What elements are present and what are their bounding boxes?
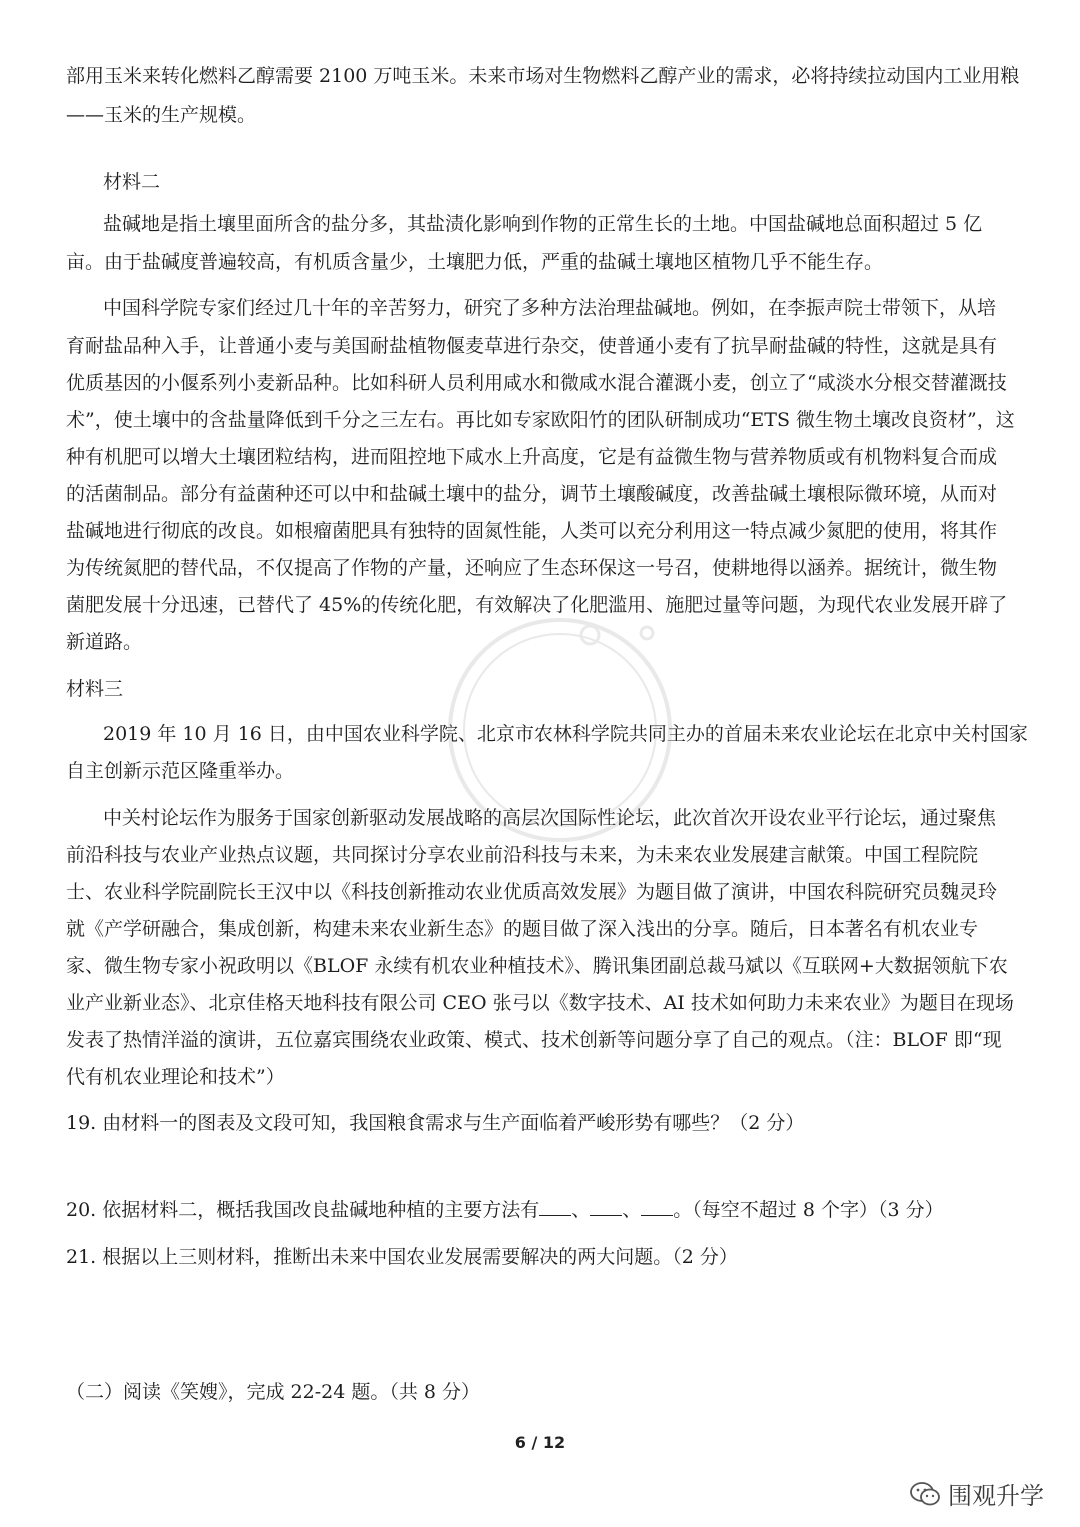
text-line: 2019 年 10 月 16 日，由中国农业科学院、北京市农林科学院共同主办的首届未来农业论坛在北京中关村国家 <box>103 723 1028 745</box>
text-line: 优质基因的小偃系列小麦新品种。比如科研人员利用咸水和微咸水混合灌溉小麦，创立了“咸淡水分根交替灌溉技 <box>66 372 1007 394</box>
text-line: 中国科学院专家们经过几十年的辛苦努力，研究了多种方法治理盐碱地。例如，在李振声院士带领下，从培 <box>103 297 997 319</box>
watermark-dot <box>581 626 599 644</box>
text-line: 家、微生物专家小祝政明以《BLOF 永续有机农业种植技术》、腾讯集团副总裁马斌以《互联网+大数据领航下农 <box>66 955 1008 977</box>
separator: 、 <box>622 1199 642 1221</box>
text-line: 盐碱地进行彻底的改良。如根瘤菌肥具有独特的固氮性能，人类可以充分利用这一特点减少氮肥的使用，将其作 <box>66 520 998 542</box>
answer-blank-1[interactable] <box>539 1199 571 1216</box>
text-line: 盐碱地是指土壤里面所含的盐分多，其盐渍化影响到作物的正常生长的土地。中国盐碱地总面积超过 5 亿 <box>103 213 983 235</box>
wechat-icon <box>910 1481 940 1507</box>
text-line: 就《产学研融合，集成创新，构建未来农业新生态》的题目做了深入浅出的分享。随后，日本著名有机农业专 <box>66 918 979 940</box>
text-line: 菌肥发展十分迅速，已替代了 45%的传统化肥，有效解决了化肥滥用、施肥过量等问题，为现代农业发展开辟了 <box>66 594 1008 616</box>
text-line: 发表了热情洋溢的演讲，五位嘉宾围绕农业政策、模式、技术创新等问题分享了自己的观点。（注：BLOF 即“现 <box>66 1029 1002 1051</box>
text-line: 士、农业科学院副院长王汉中以《科技创新推动农业优质高效发展》为题目做了演讲，中国农科院研究员魏灵玲 <box>66 881 998 903</box>
text-line: 中关村论坛作为服务于国家创新驱动发展战略的高层次国际性论坛，此次首次开设农业平行论坛，通过聚焦 <box>103 807 997 829</box>
text-line: 术”，使土壤中的含盐量降低到千分之三左右。再比如专家欧阳竹的团队研制成功“ETS 微生物土壤改良资材”，这 <box>66 409 1015 431</box>
text-line: ——玉米的生产规模。 <box>66 104 257 126</box>
page-number: 6 / 12 <box>514 1433 566 1452</box>
question-21: 21. 根据以上三则材料，推断出未来中国农业发展需要解决的两大问题。（2 分） <box>66 1246 738 1268</box>
text-line: 部用玉米来转化燃料乙醇需要 2100 万吨玉米。未来市场对生物燃料乙醇产业的需求，必将持续拉动国内工业用粮 <box>66 65 1020 87</box>
question-19: 19. 由材料一的图表及文段可知，我国粮食需求与生产面临着严峻形势有哪些？（2 分） <box>66 1112 805 1134</box>
text-line: 自主创新示范区隆重举办。 <box>66 760 295 782</box>
text-line: 育耐盐品种入手，让普通小麦与美国耐盐植物偃麦草进行杂交，使普通小麦有了抗旱耐盐碱的特性，这就是具有 <box>66 335 998 357</box>
question-20-suffix: 。（每空不超过 8 个字）（3 分） <box>673 1199 944 1221</box>
answer-blank-3[interactable] <box>641 1199 673 1216</box>
text-line: 的活菌制品。部分有益菌种还可以中和盐碱土壤中的盐分，调节土壤酸碱度，改善盐碱土壤根际微环境，从而对 <box>66 483 998 505</box>
separator: 、 <box>571 1199 591 1221</box>
section-title-reading-two: （二）阅读《笑嫂》，完成 22-24 题。（共 8 分） <box>66 1381 481 1403</box>
text-line: 新道路。 <box>66 631 143 653</box>
text-line: 种有机肥可以增大土壤团粒结构，进而阻控地下咸水上升高度，它是有益微生物与营养物质或有机物料复合而成 <box>66 446 998 468</box>
brand-name: 围观升学 <box>948 1482 1044 1510</box>
question-20 <box>66 1198 944 1222</box>
section-heading-material-three: 材料三 <box>66 678 124 700</box>
text-line: 业产业新业态》、北京佳格天地科技有限公司 CEO 张弓以《数字技术、AI 技术如何助力未来农业》为题目在现场 <box>66 992 1014 1014</box>
text-line: 亩。由于盐碱度普遍较高，有机质含量少，土壤肥力低，严重的盐碱土壤地区植物几乎不能生存。 <box>66 251 884 273</box>
question-20-text: 20. 依据材料二，概括我国改良盐碱地种植的主要方法有 <box>66 1199 540 1221</box>
text-line: 代有机农业理论和技术”） <box>66 1066 285 1088</box>
section-heading-material-two: 材料二 <box>103 171 161 193</box>
wechat-brand <box>910 1476 1044 1511</box>
text-line: 为传统氮肥的替代品，不仅提高了作物的产量，还响应了生态环保这一号召，使耕地得以涵养。据统计，微生物 <box>66 557 998 579</box>
text-line: 前沿科技与农业产业热点议题，共同探讨分享农业前沿科技与未来，为未来农业发展建言献策。中国工程院院 <box>66 844 979 866</box>
watermark-dot <box>641 627 653 639</box>
answer-blank-2[interactable] <box>590 1199 622 1216</box>
